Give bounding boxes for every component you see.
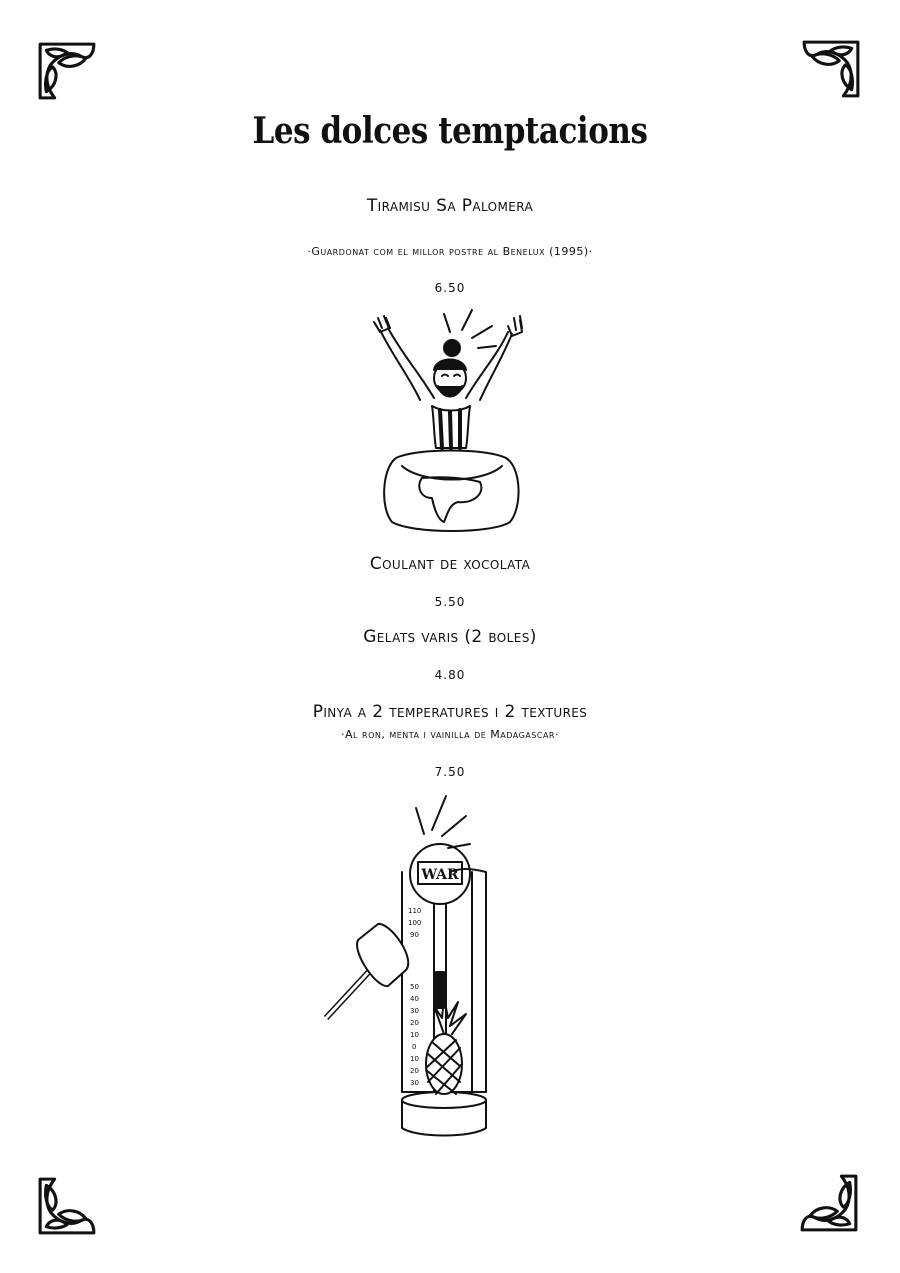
floral-corner-icon xyxy=(36,40,98,102)
menu-item-price: 6.50 xyxy=(434,281,466,295)
menu-item-price: 4.80 xyxy=(434,668,466,682)
scale-label: 30 xyxy=(410,1007,419,1015)
scale-label: 10 xyxy=(410,1055,419,1063)
scale-label: 40 xyxy=(410,995,419,1003)
menu-item-note: ·Al ron, menta i vainilla de Madagascar· xyxy=(341,728,559,741)
thermometer-pineapple-icon xyxy=(320,792,520,1142)
floral-corner-icon xyxy=(36,1175,98,1237)
scale-label: 110 xyxy=(408,907,422,915)
thermometer-sign-text: WAR xyxy=(421,867,459,883)
menu-item-price: 5.50 xyxy=(434,595,466,609)
scale-label: 30 xyxy=(410,1079,419,1087)
scale-label: 20 xyxy=(410,1019,419,1027)
floral-corner-icon xyxy=(800,38,862,100)
menu-item-name: Pinya a 2 temperatures i 2 textures xyxy=(312,702,588,722)
menu-item-note: ·Guardonat com el millor postre al Benelux (1995)· xyxy=(307,245,593,258)
scale-label: 0 xyxy=(412,1043,417,1051)
scale-label: 20 xyxy=(410,1067,419,1075)
page-title: Les dolces temptacions xyxy=(252,110,648,152)
scale-label: 50 xyxy=(410,983,419,991)
menu-item-price: 7.50 xyxy=(434,765,466,779)
scale-label: 10 xyxy=(410,1031,419,1039)
menu-item-name: Gelats varis (2 boles) xyxy=(363,627,537,647)
cake-figure-icon xyxy=(362,308,537,538)
scale-label: 90 xyxy=(410,931,419,939)
floral-corner-icon xyxy=(798,1172,860,1234)
menu-item-name: Tiramisu Sa Palomera xyxy=(366,196,534,216)
menu-item-name: Coulant de xocolata xyxy=(369,554,531,574)
scale-label: 100 xyxy=(408,919,422,927)
